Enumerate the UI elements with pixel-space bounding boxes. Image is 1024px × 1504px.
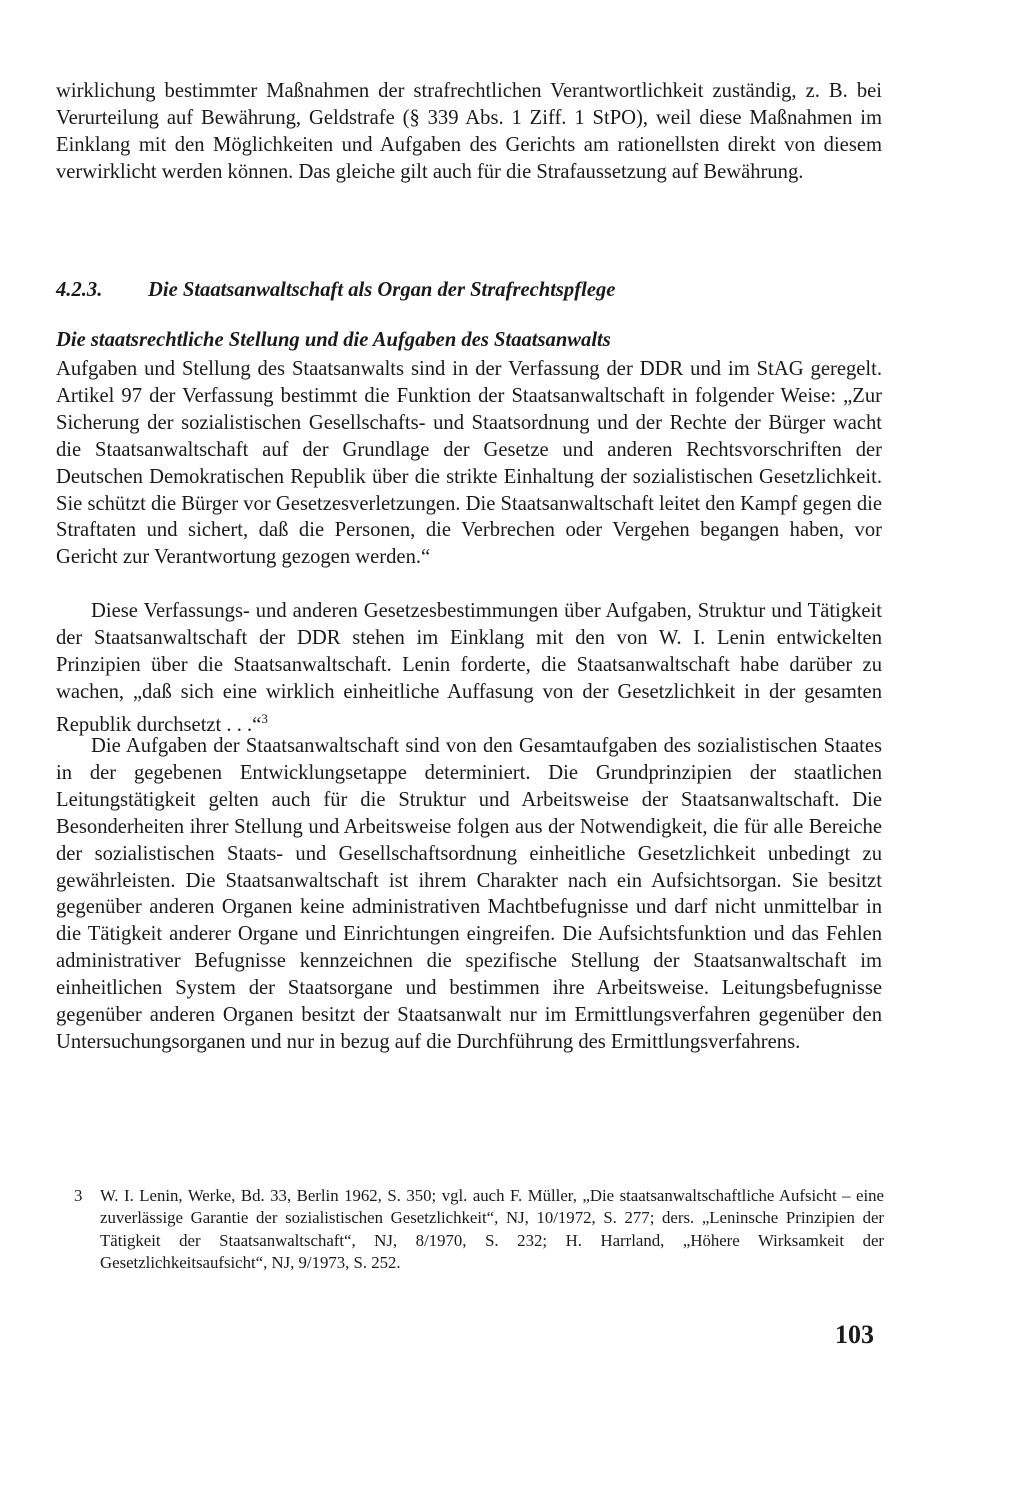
paragraph-2 [56,598,882,738]
section-title: Die Staatsanwaltschaft als Organ der Strafrechtspflege [148,279,616,301]
page-number: 103 [835,1320,874,1349]
footnote-number: 3 [74,1186,83,1205]
footnote-reference: 3 [261,710,268,726]
paragraph-1: Aufgaben und Stellung des Staatsanwalts sind in der Verfassung der DDR und im StAG geregelt. Artikel 97 der Verfassung bestimmt die Funktion der Staatsanwaltschaft in folgender Weise: „Zur Sicherung der sozialistischen Gesellschafts- und Staatsordnung und der Rechte der Bürger wacht die Staatsanwaltschaft auf der Grundlage der Gesetze und anderen Rechtsvorschriften der Deutschen Demokratischen Republik über die strikte Einhaltung der sozialistischen Gesetzlichkeit. Sie schützt die Bürger vor Gesetzesverletzungen. Die Staatsanwaltschaft leitet den Kampf gegen die Straftaten und sichert, daß die Personen, die Verbrechen oder Vergehen begangen haben, vor Gericht zur Verantwortung gezogen werden.“ [56,358,882,569]
continuation-paragraph: wirklichung bestimmter Maßnahmen der strafrechtlichen Verantwortlichkeit zuständig, z. B. bei Verurteilung auf Bewährung, Geldstrafe (§ 339 Abs. 1 Ziff. 1 StPO), weil diese Maßnahmen im Einklang mit den Möglichkeiten und Aufgaben des Gerichts am rationellsten direkt von diesem verwirklicht werden können. Das gleiche gilt auch für die Strafaussetzung auf Bewährung. [56,80,882,183]
subheading: Die staatsrechtliche Stellung und die Aufgaben des Staatsanwalts [56,329,611,351]
section-heading [56,279,615,302]
paragraph-2-text: Diese Verfassungs- und anderen Gesetzesbestimmungen über Aufgaben, Struktur und Tätigkeit der Staatsanwaltschaft der DDR stehen im Einklang mit den von W. I. Lenin entwickelten Prinzipien über die Staatsanwaltschaft. Lenin forderte, die Staatsanwaltschaft habe darüber zu wachen, „daß sich eine wirklich einheitliche Auffasung von der Gesetzlichkeit in der gesamten Republik durchsetzt . . .“ [56,600,882,736]
footnote-text: W. I. Lenin, Werke, Bd. 33, Berlin 1962, S. 350; vgl. auch F. Müller, „Die staatsanwaltschaftliche Aufsicht – eine zuverlässige Garantie der sozialistischen Gesetzlichkeit“, NJ, 10/1972, S. 277; ders. „Leninsche Prinzipien der Tätigkeit der Staatsanwaltschaft“, NJ, 8/1970, S. 232; H. Harrland, „Höhere Wirksamkeit der Gesetzlichkeitsaufsicht“, NJ, 9/1973, S. 252. [100,1186,884,1272]
paragraph-3: Die Aufgaben der Staatsanwaltschaft sind von den Gesamtaufgaben des sozialistischen Staates in der gegebenen Entwicklungsetappe determiniert. Die Grundprinzipien der staatlichen Leitungstätigkeit gelten auch für die Struktur und Arbeitsweise der Staatsanwaltschaft. Die Besonderheiten ihrer Stellung und Arbeitsweise folgen aus der Notwendigkeit, die für alle Bereiche der sozialistischen Staats- und Gesellschaftsordnung einheitliche Gesetzlichkeit unbedingt zu gewährleisten. Die Staatsanwaltschaft ist ihrem Charakter nach ein Aufsichtsorgan. Sie besitzt gegenüber anderen Organen keine administrativen Machtbefugnisse und darf nicht unmittelbar in die Tätigkeit anderer Organe und Einrichtungen eingreifen. Die Aufsichtsfunktion und das Fehlen administrativer Befugnisse kennzeichnen die spezifische Stellung der Staatsanwaltschaft im einheitlichen System der Staatsorgane und bestimmen ihre Arbeitsweise. Leitungsbefugnisse gegenüber anderen Organen besitzt der Staatsanwalt nur im Ermittlungsverfahren gegenüber den Untersuchungsorganen und nur in bezug auf die Durchführung des Ermittlungsverfahrens. [56,735,882,1053]
section-number: 4.2.3. [56,279,103,301]
footnote [74,1185,884,1274]
